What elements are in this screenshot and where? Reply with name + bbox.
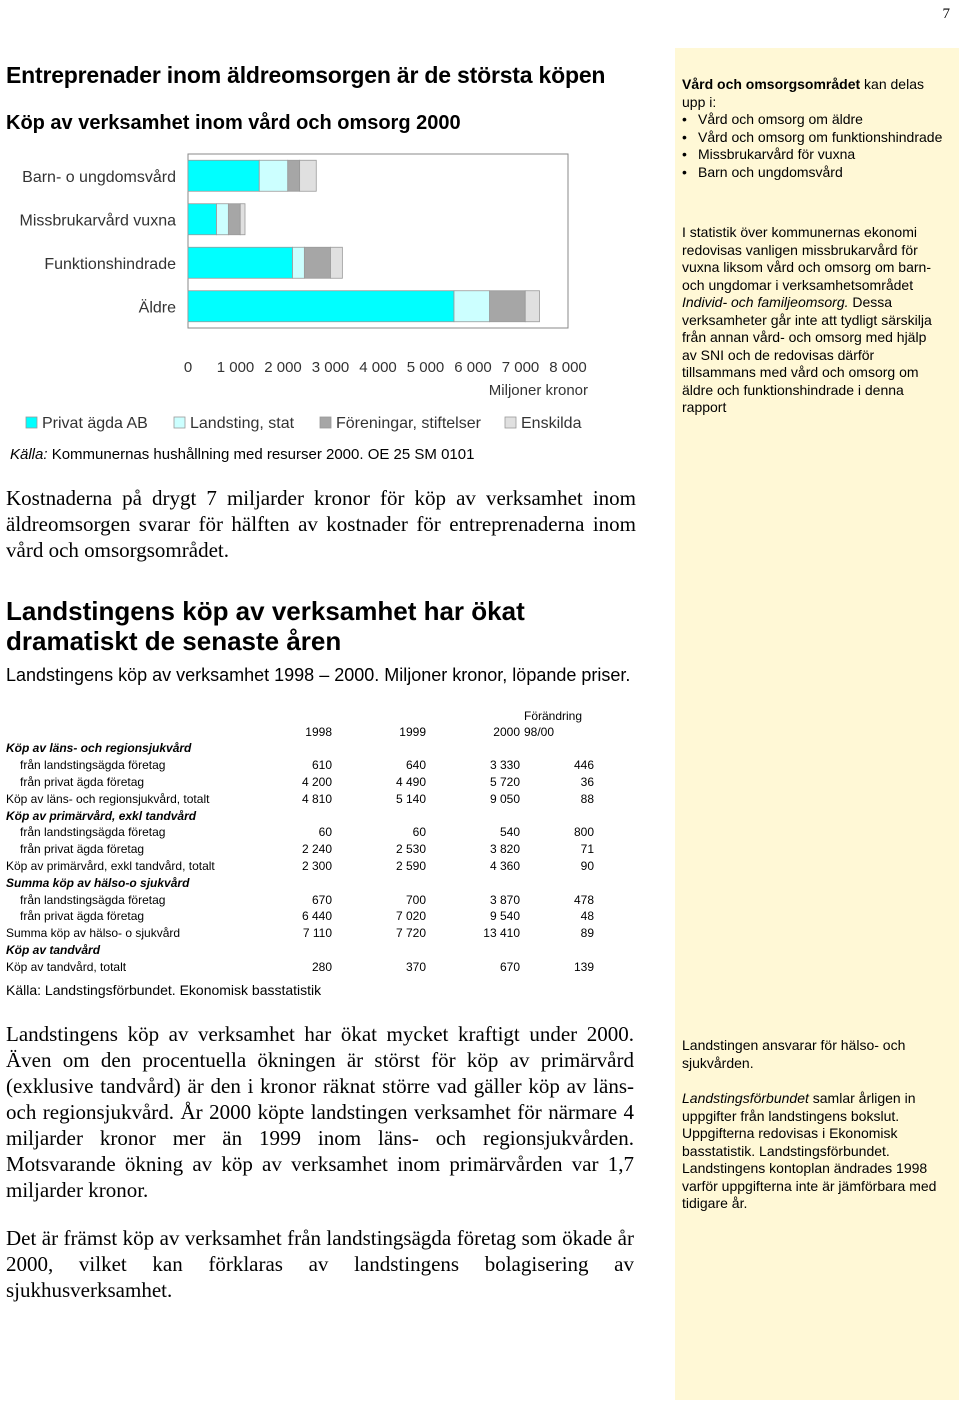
bar-segment: [454, 291, 490, 322]
table-cell: 610: [311, 758, 332, 773]
legend-swatch: [174, 417, 185, 428]
table-cell: [428, 874, 522, 891]
row-label: Köp av primärvård, exkl tandvård, totalt: [6, 858, 215, 873]
table-row: [4, 824, 596, 841]
table-cell: [428, 942, 522, 959]
table-row: [4, 908, 596, 925]
sidebar-para-a: I statistik över kommunernas ekonomi redovisas vanligen missbrukarvård för vuxna liksom vård och omsorg om barn- och ungdomar i verksamhetsområdet: [682, 224, 931, 293]
table-cell: [522, 874, 596, 891]
bar-segment: [288, 160, 300, 191]
source-label: Källa:: [10, 446, 48, 463]
legend-swatch: [320, 417, 331, 428]
bar-segment: [188, 291, 454, 322]
table-cell: [334, 942, 428, 959]
legend-swatch: [505, 417, 516, 428]
table-cell: 280: [311, 959, 332, 974]
table-header-row: [4, 724, 596, 740]
stacked-bar-chart: [0, 140, 670, 440]
table-cell: [334, 740, 428, 757]
row-label: Köp av primärvård, exkl tandvård: [6, 808, 197, 823]
table-cell: 9 050: [489, 791, 520, 806]
table-cell: 3 330: [489, 758, 520, 773]
table-row: [4, 841, 596, 858]
table-header-row: [4, 708, 596, 724]
purchase-table: [4, 708, 596, 975]
table-source: Källa: Landstingsförbundet. Ekonomisk basstatistik: [6, 982, 322, 998]
sidebar-note-2-italic: Landstingsförbundet: [682, 1090, 809, 1106]
legend-swatch: [26, 417, 37, 428]
row-label: från privat ägda företag: [20, 909, 145, 924]
table-cell: 60: [318, 825, 332, 840]
table-cell: 98/00: [524, 725, 555, 739]
table-cell: 60: [412, 825, 426, 840]
table-cell: 4 360: [489, 858, 520, 873]
table-row: [4, 958, 596, 975]
table-cell: [334, 874, 428, 891]
row-label: Summa köp av hälso- o sjukvård: [6, 926, 181, 941]
bar-segment: [188, 160, 259, 191]
table-cell: 2 590: [395, 858, 426, 873]
row-label: från landstingsägda företag: [20, 892, 166, 907]
table-cell: 800: [573, 825, 594, 840]
body-paragraph-1: Kostnaderna på drygt 7 miljarder kronor för köp av verksamhet inom äldreomsorgen svarar för hälften av kostnader för entreprenaderna inom vård och omsorgsområdet.: [6, 486, 636, 562]
table-cell: 90: [580, 858, 594, 873]
category-label: Missbrukarvård vuxna: [19, 212, 176, 230]
table-row: [4, 807, 596, 824]
table-cell: [522, 740, 596, 757]
source-text: Kommunernas hushållning med resurser 2000. OE 25 SM 0101: [51, 446, 475, 463]
table-cell: [334, 708, 428, 724]
table-cell: 2 300: [301, 858, 332, 873]
bar-segment: [188, 204, 217, 235]
page-title: Entreprenader inom äldreomsorgen är de största köpen: [6, 62, 606, 88]
table-cell: 4 490: [395, 774, 426, 789]
sidebar-para-a-italic: Individ- och familjeomsorg.: [682, 294, 849, 310]
legend-label: Enskilda: [521, 415, 582, 432]
table-cell: [334, 807, 428, 824]
table-cell: 3 820: [489, 842, 520, 857]
bar-segment: [259, 160, 288, 191]
x-tick-label: 4 000: [359, 359, 397, 376]
table-row: [4, 757, 596, 774]
section-heading: Landstingens köp av verksamhet har ökat dramatiskt de senaste åren: [6, 596, 525, 656]
page-number: 7: [942, 6, 950, 22]
chart-title: Köp av verksamhet inom vård och omsorg 2000: [6, 112, 461, 134]
legend-label: Privat ägda AB: [42, 415, 148, 432]
table-cell: 2000: [493, 725, 520, 739]
x-tick-label: 7 000: [501, 359, 540, 376]
x-tick-label: 1 000: [216, 359, 255, 376]
table-cell: 7 020: [395, 909, 426, 924]
table-cell: 478: [573, 892, 594, 907]
table-cell: 370: [405, 959, 426, 974]
table-cell: 71: [580, 842, 594, 857]
table-cell: 48: [580, 909, 594, 924]
bar-segment: [228, 204, 240, 235]
bar-segment: [217, 204, 229, 235]
table-cell: 9 540: [489, 909, 520, 924]
table-cell: [280, 942, 334, 959]
table-cell: 540: [499, 825, 520, 840]
table-cell: [428, 708, 522, 724]
list-item: • Vård och omsorg om funktionshindrade: [682, 129, 944, 147]
x-tick-label: 6 000: [454, 359, 492, 376]
table-cell: [428, 740, 522, 757]
row-label: från privat ägda företag: [20, 774, 145, 789]
row-label: [4, 708, 280, 724]
table-cell: [428, 807, 522, 824]
table-cell: 640: [405, 758, 426, 773]
table-cell: 89: [580, 926, 594, 941]
table-row: [4, 774, 596, 791]
bar-segment: [490, 291, 526, 322]
legend-label: Föreningar, stiftelser: [336, 415, 481, 432]
legend-label: Landsting, stat: [190, 415, 295, 432]
x-tick-label: 3 000: [311, 359, 350, 376]
bar-segment: [293, 247, 305, 278]
body-paragraph-2: Landstingens köp av verksamhet har ökat mycket kraftigt under 2000. Även om den procentuella ökningen är störst för köp av primärvård (exklusive tandvård) är den i kronor räknat större vad gäller köp av läns- och regionsjukvård. År 2000 köpte landstingen verksamhet för närmare 4 miljarder kronor mer än 1999 inom läns- och regionsjukvården. Motsvarande ökning av köp av verksamhet inom primärvården var 1,7 miljarder kronor.: [6, 1022, 634, 1202]
table-cell: 6 440: [301, 909, 332, 924]
list-item: • Vård och omsorg om äldre: [682, 111, 944, 129]
row-label: Köp av tandvård, totalt: [6, 959, 127, 974]
sidebar-bullet-list: [682, 111, 944, 181]
table-cell: [280, 874, 334, 891]
row-label: från privat ägda företag: [20, 842, 145, 857]
row-label: från landstingsägda företag: [20, 758, 166, 773]
row-label: från landstingsägda företag: [20, 825, 166, 840]
bar-segment: [331, 247, 343, 278]
x-tick-label: 8 000: [549, 359, 587, 376]
x-tick-label: 0: [183, 359, 193, 376]
row-label: Köp av tandvård: [6, 942, 101, 957]
table-cell: [522, 807, 596, 824]
table-cell: 4 200: [301, 774, 332, 789]
bar-segment: [525, 291, 539, 322]
sidebar-paragraph: [682, 224, 944, 417]
table-cell: 1998: [305, 725, 332, 739]
row-label: Summa köp av hälso-o sjukvård: [6, 875, 190, 890]
sidebar-intro: [682, 76, 944, 181]
table-cell: 2 530: [395, 842, 426, 857]
table-cell: 7 720: [395, 926, 426, 941]
table-row: [4, 942, 596, 959]
row-label: Köp av läns- och regionsjukvård: [6, 741, 192, 756]
body-paragraph-3: Det är främst köp av verksamhet från landstingsägda företag som ökade år 2000, vilket kan förklaras av landstingens bolagisering av sjukhusverksamhet.: [6, 1226, 634, 1302]
sidebar-note-2: [682, 1090, 944, 1213]
x-tick-label: 5 000: [406, 359, 445, 376]
table-cell: 2 240: [301, 842, 332, 857]
list-item: • Barn och ungdomsvård: [682, 164, 944, 182]
table-cell: Förändring: [524, 709, 583, 723]
bar-segment: [240, 204, 245, 235]
table-row: [4, 790, 596, 807]
table-cell: 5 140: [395, 791, 426, 806]
sidebar-intro-rest: kan delas upp i:: [682, 76, 924, 110]
x-tick-label: 2 000: [264, 359, 302, 376]
list-item: • Missbrukarvård för vuxna: [682, 146, 944, 164]
chart-source: [10, 446, 474, 463]
bar-segment: [300, 160, 317, 191]
table-row: [4, 740, 596, 757]
bar-segment: [304, 247, 330, 278]
bar-segment: [188, 247, 293, 278]
table-cell: 88: [580, 791, 594, 806]
sidebar-note-1: Landstingen ansvarar för hälso- och sjukvården.: [682, 1037, 906, 1071]
table-cell: 670: [311, 892, 332, 907]
table-cell: 36: [580, 774, 594, 789]
table-cell: [280, 807, 334, 824]
table-cell: [280, 708, 334, 724]
table-cell: 700: [405, 892, 426, 907]
table-cell: 7 110: [302, 926, 332, 941]
row-label: Köp av läns- och regionsjukvård, totalt: [6, 791, 210, 806]
row-label: [4, 724, 280, 740]
category-label: Barn- o ungdomsvård: [22, 168, 176, 186]
table-cell: 1999: [399, 725, 426, 739]
table-cell: 670: [499, 959, 520, 974]
table-cell: 139: [573, 959, 594, 974]
table-row: [4, 874, 596, 891]
table-cell: [522, 942, 596, 959]
table-cell: 13 410: [483, 926, 520, 941]
table-row: [4, 858, 596, 875]
table-cell: 4 810: [301, 791, 332, 806]
table-cell: 3 870: [489, 892, 520, 907]
x-axis-label: Miljoner kronor: [488, 382, 588, 399]
table-cell: 446: [573, 758, 594, 773]
sidebar-note-2-rest: samlar årligen in uppgifter från landstingens bokslut. Uppgifterna redovisas i Ekonomisk basstatistik. Landstingsförbundet. Landstingens kontoplan ändrades 1998 varför uppgifterna inte är jämförbara med tidigare år.: [682, 1090, 937, 1211]
table-caption: Landstingens köp av verksamhet 1998 – 2000. Miljoner kronor, löpande priser.: [6, 665, 631, 685]
sidebar-intro-bold: Vård och omsorgsområdet: [682, 76, 861, 92]
table-cell: [280, 740, 334, 757]
category-label: Funktionshindrade: [44, 255, 176, 273]
sidebar-para-b: Dessa verksamheter går inte att tydligt särskilja från annan vård- och omsorg med hjälp av SNI och de redovisas därför tillsammans med vård och omsorg om äldre och funktionshindrade i denna rapport: [682, 294, 932, 415]
table-row: [4, 891, 596, 908]
category-label: Äldre: [138, 299, 176, 317]
table-cell: 5 720: [489, 774, 520, 789]
table-row: [4, 925, 596, 942]
